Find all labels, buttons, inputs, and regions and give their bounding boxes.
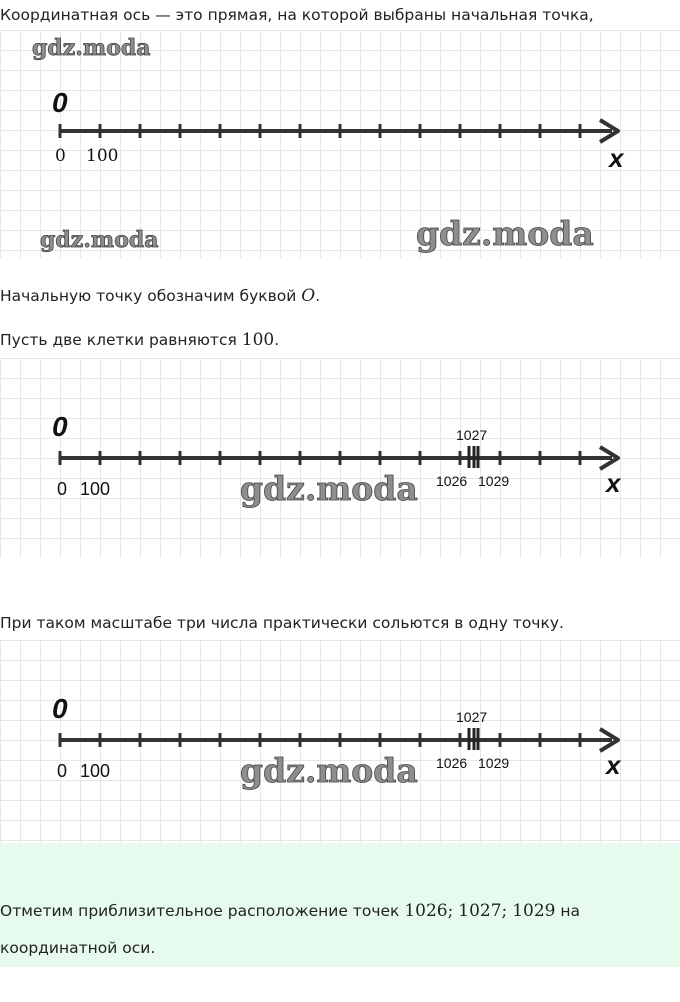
axis-diagram-3 (0, 640, 680, 843)
tick-label-100: 100 (80, 479, 111, 499)
merge-note: При таком масштабе три числа практически сольются в одну точку. (0, 614, 564, 632)
scale-note-text: Пусть две клетки равняются (0, 331, 237, 349)
point-1029: 1029 (512, 901, 556, 921)
point-1026: 1026; (404, 901, 454, 921)
coordinate-axis-figure-2 (0, 358, 680, 558)
axis-label-x: x (606, 468, 621, 498)
origin-label: 0 (52, 693, 68, 724)
origin-note-end: . (315, 287, 321, 305)
intro-text: Координатная ось — это прямая, на которой выбраны начальная точка, (0, 6, 594, 24)
scale-value: 100 (241, 330, 275, 350)
tick-label-100: 100 (80, 761, 111, 781)
tick-label-0: 0 (55, 146, 66, 166)
point-1027: 1027; (458, 901, 508, 921)
answer-line-1 (0, 901, 580, 921)
watermark: gdz.moda (40, 227, 159, 253)
tick-label-0: 0 (57, 761, 68, 781)
tick-label-0: 0 (57, 479, 68, 499)
point-label-1029: 1029 (478, 755, 510, 771)
point-label-1029: 1029 (478, 473, 510, 489)
scale-note (0, 330, 279, 350)
answer-text: Отметим приблизительное расположение точек (0, 902, 400, 920)
watermark: gdz.moda (240, 751, 418, 790)
origin-note-text: Начальную точку обозначим буквой (0, 287, 297, 305)
answer-box (0, 843, 680, 967)
coordinate-axis-figure-3 (0, 640, 680, 843)
point-label-1027: 1027 (456, 709, 488, 725)
point-label-1026: 1026 (436, 473, 468, 489)
point-label-1027: 1027 (456, 427, 488, 443)
axis-diagram-1 (0, 30, 680, 258)
scale-note-end: . (274, 331, 280, 349)
answer-line-2: координатной оси. (0, 939, 156, 957)
coordinate-axis-figure-1 (0, 30, 680, 258)
axis-label-x: x (609, 143, 624, 173)
watermark: gdz.moda (416, 214, 594, 253)
watermark: gdz.moda (240, 469, 418, 508)
watermark: gdz.moda (32, 35, 151, 61)
axis-label-x: x (606, 750, 621, 780)
origin-note (0, 286, 320, 306)
origin-letter: O (301, 286, 316, 306)
answer-text-end: на (560, 902, 581, 920)
origin-label: 0 (52, 87, 68, 118)
tick-label-100: 100 (86, 146, 119, 166)
origin-label: 0 (52, 411, 68, 442)
axis-diagram-2 (0, 358, 680, 558)
point-label-1026: 1026 (436, 755, 468, 771)
